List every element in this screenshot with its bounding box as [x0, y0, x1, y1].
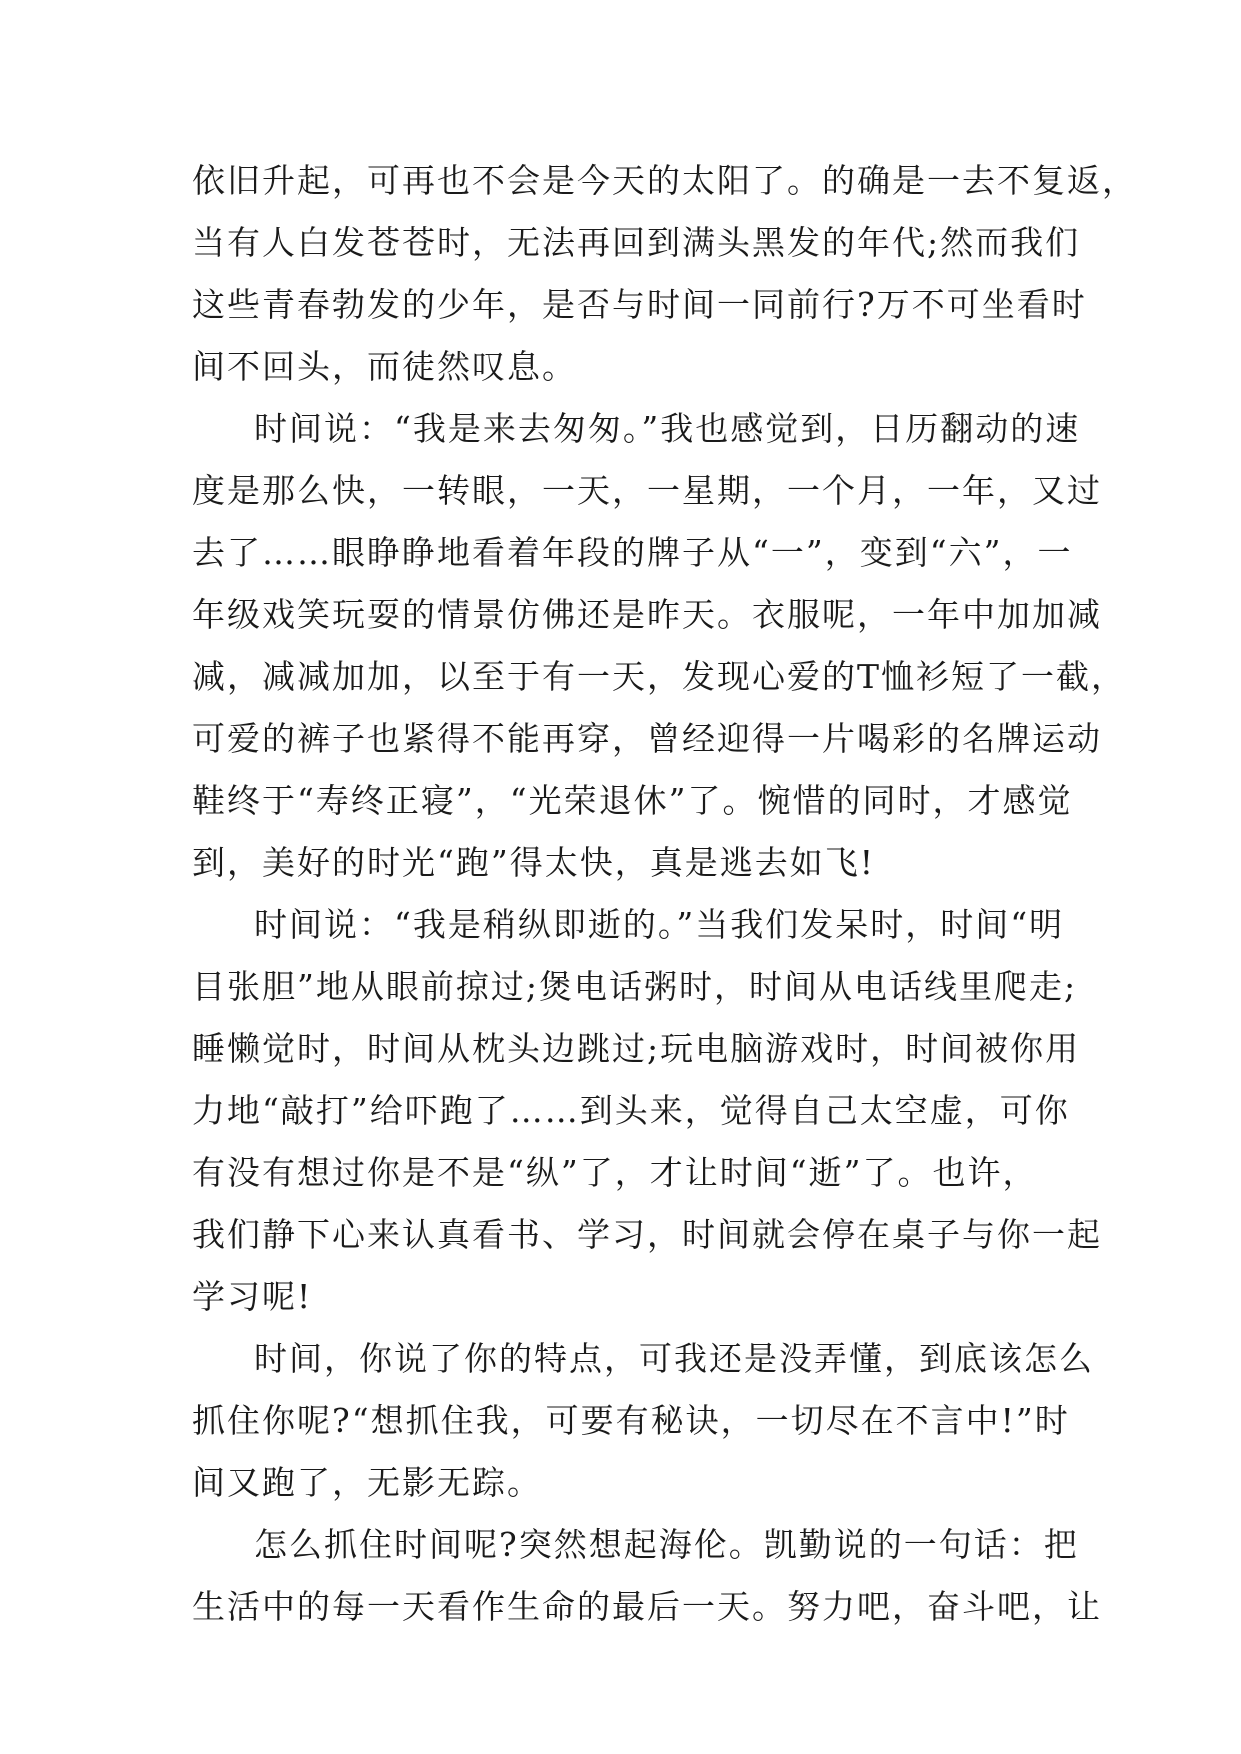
text-line: 鞋终于“寿终正寝”，“光荣退休”了。惋惜的同时，才感觉: [192, 781, 1073, 820]
text-line: 力地“敲打”给吓跑了……到头来，觉得自己太空虚，可你: [192, 1091, 1070, 1130]
paragraph-first-line: 时间说：“我是来去匆匆。”我也感觉到，日历翻动的速: [254, 409, 1081, 448]
document-body: [192, 150, 1137, 1638]
text-line: 有没有想过你是不是“纵”了，才让时间“逝”了。也许，: [192, 1153, 1038, 1192]
text-line: 这些青春勃发的少年，是否与时间一同前行?万不可坐看时: [192, 285, 1087, 324]
text-line: 生活中的每一天看作生命的最后一天。努力吧，奋斗吧，让: [192, 1587, 1102, 1626]
text-line: 可爱的裤子也紧得不能再穿，曾经迎得一片喝彩的名牌运动: [192, 719, 1102, 758]
text-line: 间又跑了，无影无踪。: [192, 1463, 542, 1502]
text-line: 减，减减加加，以至于有一天，发现心爱的T恤衫短了一截，: [192, 657, 1127, 696]
text-line: 年级戏笑玩耍的情景仿佛还是昨天。衣服呢，一年中加加减: [192, 595, 1102, 634]
text-line: 去了……眼睁睁地看着年段的牌子从“一”，变到“六”，一: [192, 533, 1073, 572]
text-line: 抓住你呢?“想抓住我，可要有秘诀，一切尽在不言中!”时: [192, 1401, 1070, 1440]
text-line: 我们静下心来认真看书、学习，时间就会停在桌子与你一起: [192, 1215, 1102, 1254]
text-line: 间不回头，而徒然叹息。: [192, 347, 577, 386]
text-line: 度是那么快，一转眼，一天，一星期，一个月，一年，又过: [192, 471, 1102, 510]
text-line: 依旧升起，可再也不会是今天的太阳了。的确是一去不复返，: [192, 161, 1137, 200]
paragraph-first-line: 时间说：“我是稍纵即逝的。”当我们发呆时，时间“明: [254, 905, 1065, 944]
text-line: 当有人白发苍苍时，无法再回到满头黑发的年代;然而我们: [192, 223, 1081, 262]
text-line: 目张胆”地从眼前掠过;煲电话粥时，时间从电话线里爬走;: [192, 967, 1078, 1006]
text-line: 睡懒觉时，时间从枕头边跳过;玩电脑游戏时，时间被你用: [192, 1029, 1081, 1068]
paragraph-first-line: 时间，你说了你的特点，可我还是没弄懂，到底该怎么: [254, 1339, 1094, 1378]
text-line: 到，美好的时光“跑”得太快，真是逃去如飞!: [192, 843, 876, 882]
text-line: 学习呢!: [192, 1277, 313, 1316]
paragraph-first-line: 怎么抓住时间呢?突然想起海伦。凯勤说的一句话：把: [254, 1525, 1079, 1564]
